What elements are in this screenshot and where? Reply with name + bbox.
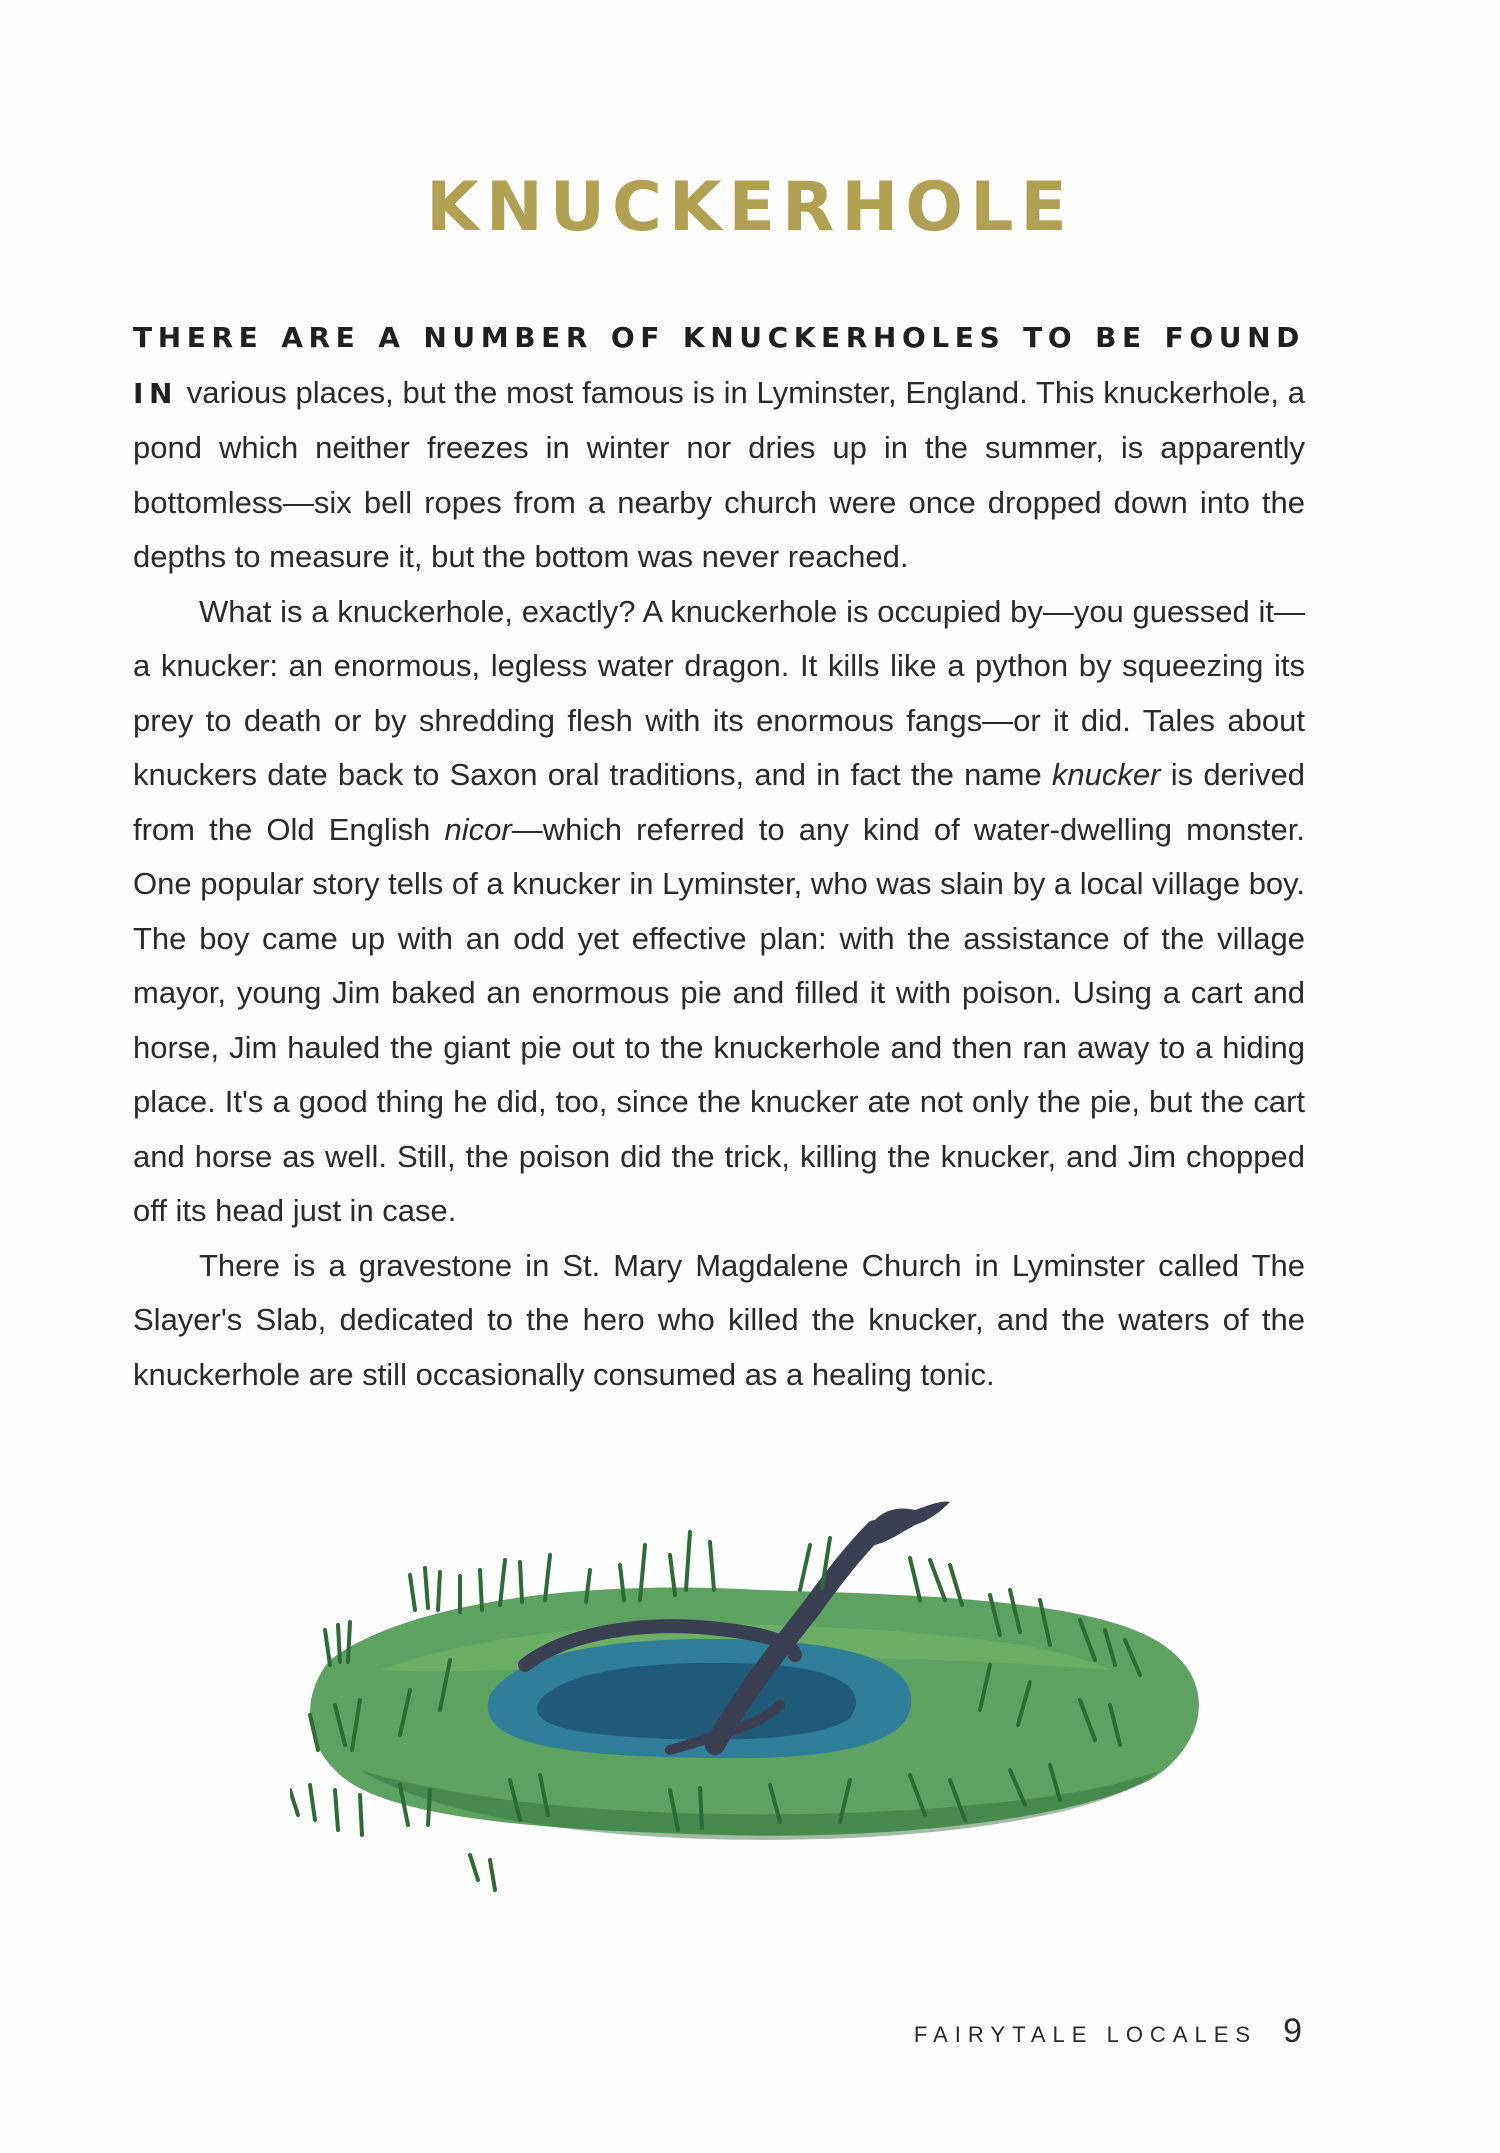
running-footer-section: FAIRYTALE LOCALES	[913, 2022, 1258, 2047]
knuckerhole-pond-illustration	[290, 1450, 1230, 1930]
paragraph-2-text-b: is derived from the Old English	[133, 757, 1305, 847]
term-knucker: knucker	[1051, 757, 1161, 792]
paragraph-2-text-a: What is a knuckerhole, exactly? A knuckerhole is occupied by—you guessed it—a knucker: an enormous, legless water dragon. It kills like a python by squeezing its prey to death or by shredding flesh with its enormous fangs—or it did. Tales about knuckers date back to Saxon oral traditions, and in fact the name	[133, 593, 1305, 792]
paragraph-2-text-c: —which referred to any kind of water-dwelling monster. One popular story tells of a knucker in Lyminster, who was slain by a local village boy. The boy came up with an odd yet effective plan: with the assistance of the village mayor, young Jim baked an enormous pie and filled it with poison. Using a cart and horse, Jim hauled the giant pie out to the knuckerhole and then ran away to a hiding place. It's a good thing he did, too, since the knucker ate not only the pie, but the cart and horse as well. Still, the poison did the trick, killing the knucker, and Jim chopped off its head just in case.	[133, 811, 1306, 1228]
paragraph-3-text: There is a gravestone in St. Mary Magdalene Church in Lyminster called The Slayer's Slab, dedicated to the hero who killed the knucker, and the waters of the knuckerhole are still occasionally consumed as a healing tonic.	[133, 1247, 1305, 1392]
paragraph-1-text: various places, but the most famous is in Lyminster, England. This knuckerhole, a pond which neither freezes in winter nor dries up in the summer, is apparently bottomless—six bell ropes from a nearby church were once dropped down into the depths to measure it, but the bottom was never reached.	[133, 374, 1305, 574]
paragraph-1	[133, 310, 1305, 585]
article-body	[133, 310, 1305, 1402]
page-number: 9	[1283, 2012, 1302, 2050]
page-title: KNUCKERHOLE	[426, 168, 1074, 247]
page-footer	[914, 2012, 1302, 2051]
term-nicor: nicor	[444, 811, 512, 847]
paragraph-3	[133, 1239, 1305, 1403]
dragon-head	[865, 1502, 950, 1545]
paragraph-2	[133, 585, 1305, 1239]
lead-in-caps: THERE ARE A NUMBER OF KNUCKERHOLES TO BE FOUND IN	[133, 321, 1305, 410]
